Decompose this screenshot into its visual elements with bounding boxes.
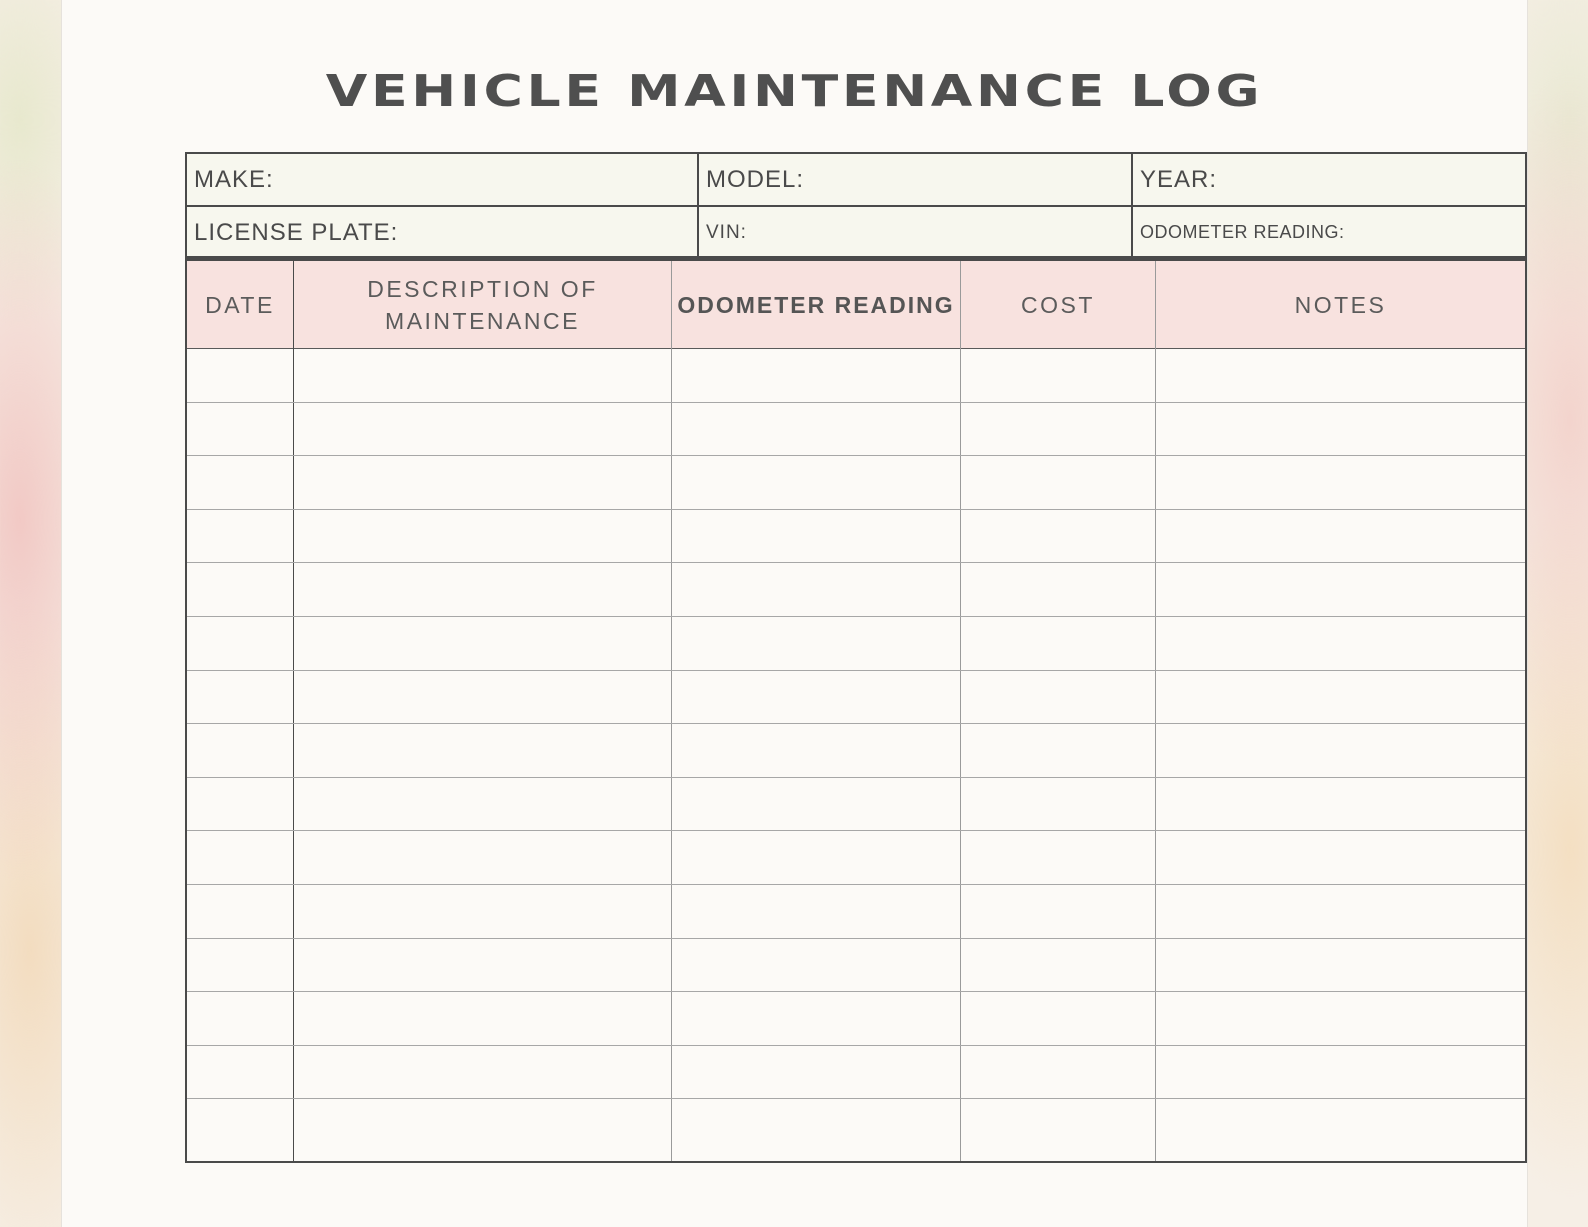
- year-field[interactable]: [1133, 154, 1525, 205]
- make-field[interactable]: [187, 154, 697, 205]
- maintenance-log-table: [185, 258, 1527, 1163]
- row-divider: [187, 830, 1525, 831]
- column-divider: [671, 261, 672, 1161]
- year-label: YEAR:: [1140, 165, 1218, 193]
- row-divider: [187, 402, 1525, 403]
- row-divider: [187, 777, 1525, 778]
- odometer-reading-label: ODOMETER READING:: [1140, 222, 1345, 242]
- row-divider: [187, 509, 1525, 510]
- row-divider: [187, 884, 1525, 885]
- row-divider: [187, 938, 1525, 939]
- column-header-notes: NOTES: [1294, 291, 1387, 318]
- column-header-odometer: ODOMETER READING: [677, 291, 955, 318]
- row-divider: [187, 670, 1525, 671]
- column-header-description: DESCRIPTION OF MAINTENANCE: [367, 275, 598, 334]
- row-divider: [187, 723, 1525, 724]
- column-divider: [293, 261, 294, 1161]
- table-header: [187, 261, 1525, 349]
- vin-label: VIN:: [706, 221, 747, 243]
- model-label: MODEL:: [706, 165, 805, 193]
- page-title: VEHICLE MAINTENANCE LOG: [325, 66, 1264, 117]
- row-divider: [187, 562, 1525, 563]
- row-divider: [187, 1098, 1525, 1099]
- vehicle-info-box: [185, 152, 1527, 258]
- model-field[interactable]: [699, 154, 1131, 205]
- column-divider: [960, 261, 961, 1161]
- log-sheet: [61, 0, 1528, 1227]
- make-label: MAKE:: [194, 165, 274, 193]
- row-divider: [187, 1045, 1525, 1046]
- column-divider: [1155, 261, 1156, 1161]
- odometer-reading-field[interactable]: [1133, 207, 1525, 258]
- row-divider: [187, 991, 1525, 992]
- license-plate-field[interactable]: [187, 207, 697, 258]
- row-divider: [187, 455, 1525, 456]
- column-header-cost: COST: [1021, 291, 1095, 318]
- row-divider: [187, 616, 1525, 617]
- vin-field[interactable]: [699, 207, 1131, 258]
- license-plate-label: LICENSE PLATE:: [194, 218, 399, 246]
- column-header-date: DATE: [205, 291, 275, 318]
